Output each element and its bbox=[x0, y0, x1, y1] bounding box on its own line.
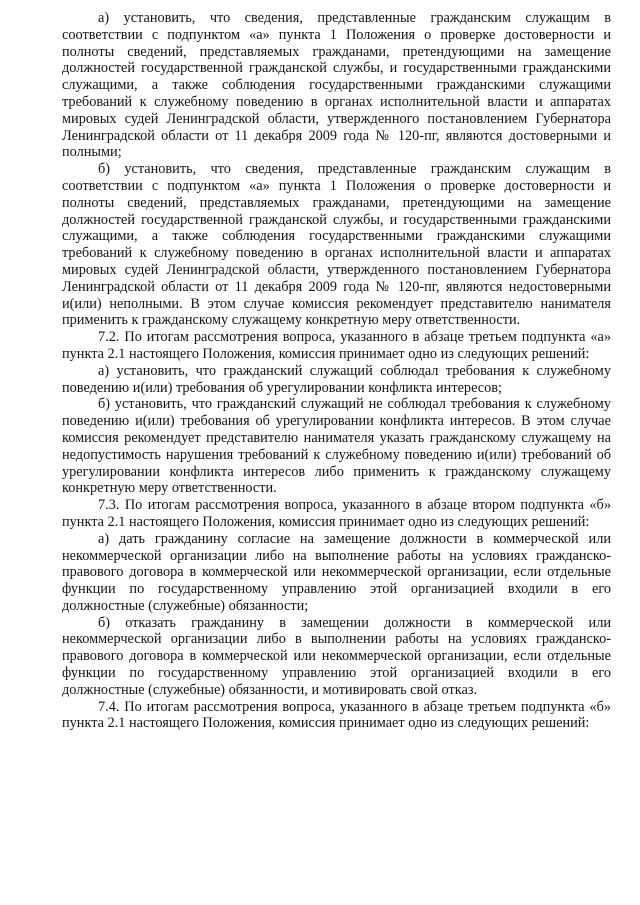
paragraph-7-1-b: б) установить, что сведения, представленные гражданским служащим в соответствии с подпунктом «а» пункта 1 Положения о проверке достоверности и полноты сведений, представляемых гражданами, претендующими на замещение должностей государственной гражданской службы, и государственными гражданскими служащими, а также соблюдения государственными гражданскими служащими требований к служебному поведению в органах исполнительной власти и аппаратах мировых судей Ленинградской области, утвержденного постановлением Губернатора Ленинградской области от 11 декабря 2009 года № 120-пг, являются недостоверными и(или) неполными. В этом случае комиссия рекомендует представителю нанимателя применить к гражданскому служащему конкретную меру ответственности. bbox=[62, 161, 611, 329]
paragraph-7-3-b: б) отказать гражданину в замещении должности в коммерческой или некоммерческой организации либо в выполнении работы на условиях гражданско-правового договора в коммерческой или некоммерческой организации, если отдельные функции по государственному управлению этой организацией входили в его должностные (служебные) обязанности, и мотивировать свой отказ. bbox=[62, 614, 611, 698]
paragraph-7-2: 7.2. По итогам рассмотрения вопроса, указанного в абзаце третьем подпункта «а» пункта 2.1 настоящего Положения, комиссия принимает одно из следующих решений: bbox=[62, 329, 611, 362]
paragraph-7-4: 7.4. По итогам рассмотрения вопроса, указанного в абзаце третьем подпункта «б» пункта 2.1 настоящего Положения, комиссия принимает одно из следующих решений: bbox=[62, 698, 611, 732]
document-body bbox=[62, 10, 611, 732]
paragraph-7-3: 7.3. По итогам рассмотрения вопроса, указанного в абзаце втором подпункта «б» пункта 2.1 настоящего Положения, комиссия принимает одно из следующих решений: bbox=[62, 497, 611, 530]
paragraph-7-2-a: а) установить, что гражданский служащий соблюдал требования к служебному поведению и(или) требования об урегулировании конфликта интересов; bbox=[62, 362, 611, 396]
paragraph-7-2-b: б) установить, что гражданский служащий не соблюдал требования к служебному поведению и(или) требования об урегулировании конфликта интересов. В этом случае комиссия рекомендует представителю нанимателя указать гражданскому служащему на недопустимость нарушения требований к служебному поведению и(или) требований об урегулировании конфликта интересов либо применить к гражданскому служащему конкретную меру ответственности. bbox=[62, 396, 611, 497]
paragraph-7-3-a: а) дать гражданину согласие на замещение должности в коммерческой или некоммерческой организации либо на выполнение работы на условиях гражданско-правового договора в коммерческой или некоммерческой организации, если отдельные функции по государственному управлению этой организацией входили в его должностные (служебные) обязанности; bbox=[62, 530, 611, 614]
paragraph-7-1-a: а) установить, что сведения, представленные гражданским служащим в соответствии с подпунктом «а» пункта 1 Положения о проверке достоверности и полноты сведений, представляемых гражданами, претендующими на замещение должностей государственной гражданской службы, и государственными гражданскими служащими, а также соблюдения государственными гражданскими служащими требований к служебному поведению в органах исполнительной власти и аппаратах мировых судей Ленинградской области, утвержденного постановлением Губернатора Ленинградской области от 11 декабря 2009 года № 120-пг, являются достоверными и полными; bbox=[62, 10, 611, 161]
